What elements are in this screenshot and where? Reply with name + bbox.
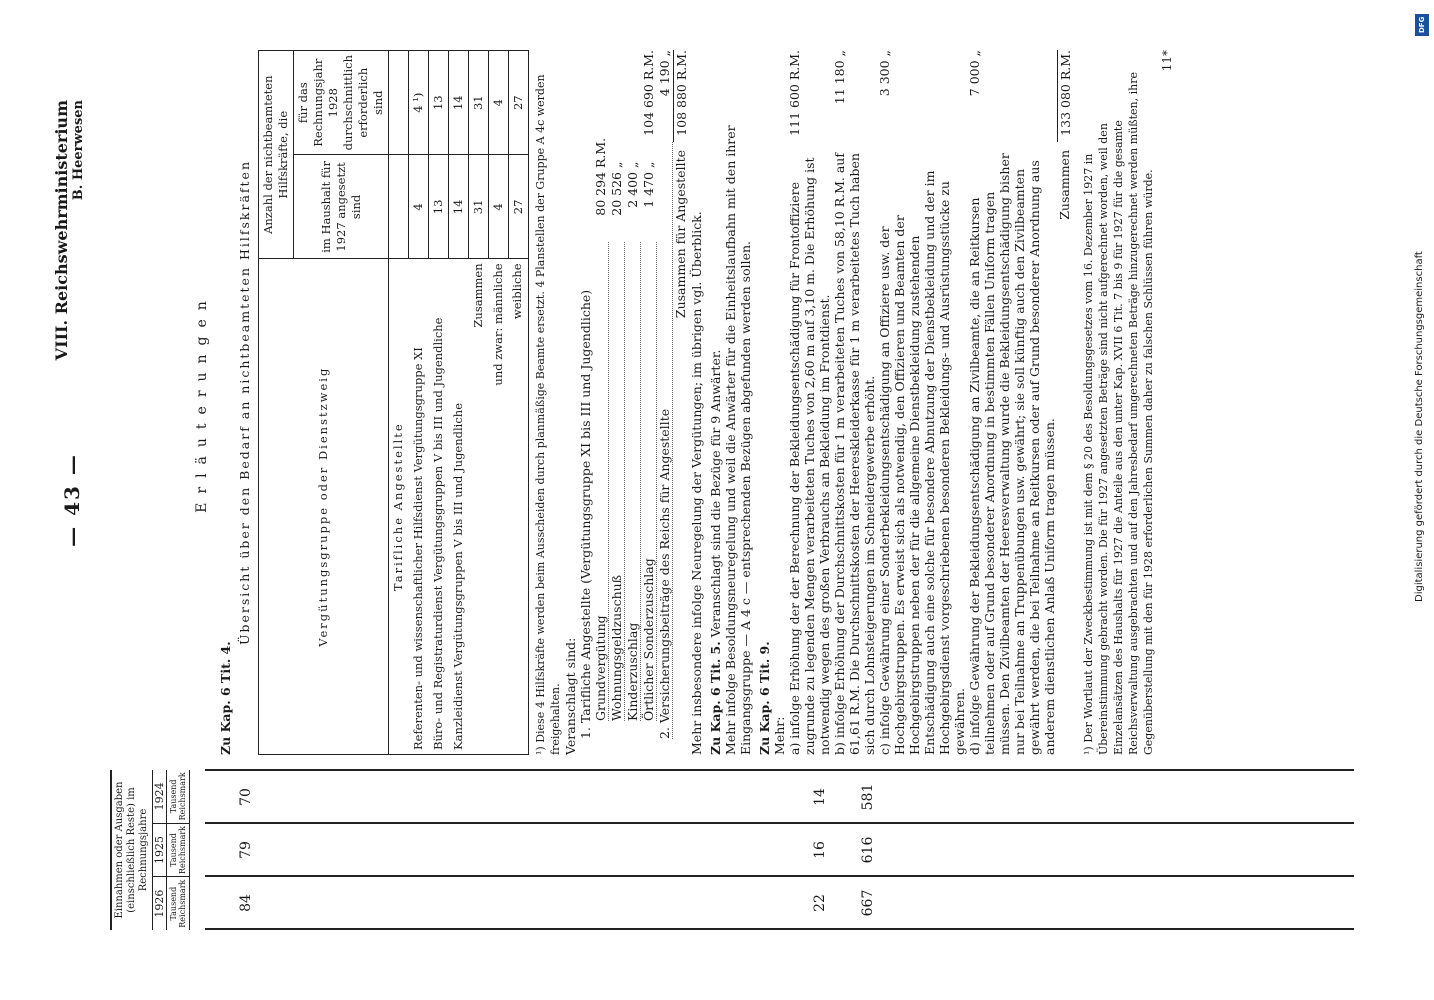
- money-units-row: [166, 770, 189, 930]
- table-row: [488, 51, 508, 755]
- section-kap6-tit4: [218, 50, 704, 755]
- unit-1925: Tausend Reichsmark: [167, 823, 189, 877]
- row-label: Referenten- und wissenschaftlicher Hilfsdienst Vergütungsgruppe XI: [408, 259, 428, 755]
- cell-1928: 13: [428, 51, 448, 155]
- section-text: Veranschlagt sind die Bezüge für 9 Anwärter.: [707, 349, 723, 638]
- table-footnote: ¹) Diese 4 Hilfskräfte werden beim Ausscheiden durch planmäßige Beamte ersetzt. 4 Planstellen der Gruppe A 4c werden freigehalten.: [533, 74, 562, 755]
- page-header-right: [52, 100, 86, 360]
- table-section-label: Tarifliche Angestellte: [389, 259, 409, 755]
- sum-value: 133 080 R.M.: [1057, 50, 1073, 142]
- mehr-item: d) infolge Gewährung der Bekleidungsentschädigung an Zivilbeamte, die an Reitkursen teilnehmen oder auf Grund besonderer Anordnung in bestimmten Fällen Uniform tragen müssen. Den Zivilbeamten der Heeresverwaltung wurde die Bekleidungsentschädigung bisher nur bei Teilnahme an Truppenübungen usw. gewährt; sie soll künftig auch den Zivilbeamten gewährt werden, die bei Teilnahme an Reitkursen oder auf Grund besonderer Anordnung aus anderem dienstlichen Anlaß Uniform tragen müssen. 7 000 „: [966, 50, 1057, 755]
- item-2-value: 4 190 „: [656, 50, 672, 97]
- division-title: B. Heerwesen: [71, 100, 86, 201]
- year-1925: 1925: [153, 823, 166, 877]
- item-1-label: 1. Tarifliche Angestellte (Vergütungsgruppe XI bis III und Jugendliche): [577, 289, 593, 739]
- money-table-header: [110, 770, 190, 930]
- sum-value: 108 880 R.M.: [673, 50, 689, 142]
- money-value: 84: [238, 894, 254, 912]
- cell-1928: 4: [488, 51, 508, 155]
- table-total-row: [468, 51, 488, 755]
- section-label: Zu Kap. 6 Tit. 9.: [756, 641, 772, 755]
- year-1926: 1926: [153, 876, 166, 930]
- cell-1928: 4 ¹): [408, 51, 428, 155]
- explanations-heading: Erläuterungen: [194, 292, 210, 513]
- col-head-group: Vergütungsgruppe oder Dienstzweig: [259, 259, 389, 755]
- cell-1927: 27: [508, 155, 528, 259]
- mehr-text: Mehr insbesondere infolge Neuregelung der Vergütungen; im übrigen vgl. Überblick.: [688, 211, 704, 755]
- money-table-title: Einnahmen oder Ausgaben (einschließlich Reste) im Rechnungsjahre: [112, 770, 153, 930]
- overview-title: Übersicht über den Bedarf an nichtbeamteten Hilfskräften: [237, 160, 252, 646]
- sum-line: Zusammen 133 080 R.M.: [1056, 50, 1073, 220]
- money-value: 16: [812, 841, 828, 859]
- cost-line: Grundvergütung 80 294 R.M.: [592, 137, 608, 721]
- table-row: [408, 51, 428, 755]
- veranschlagt-label: Veranschlagt sind:: [562, 637, 578, 755]
- mehr-label: Mehr:: [771, 716, 787, 755]
- table-row: [448, 51, 468, 755]
- money-years-row: [153, 770, 166, 930]
- cost-line: Örtlicher Sonderzuschlag 1 470 „ 104 690 R.M.: [640, 50, 656, 721]
- column-rule: [205, 929, 1354, 931]
- explanations-column: [195, 50, 1175, 755]
- cell-1927: 13: [428, 155, 448, 259]
- col-head-1928: für das Rechnungsjahr 1928 durchschnittlich erforderlich sind: [294, 51, 389, 155]
- cell-1927: 31: [468, 155, 488, 259]
- section-kap6-tit5: [708, 50, 753, 755]
- mehr-item: a) infolge Erhöhung der der Berechnung der Bekleidungsentschädigung für Frontoffiziere zugrunde zu legenden Mengen verarbeiteten Tuches von 2,60 m auf 3,10 m. Die Erhöhung ist notwendig wegen des großen Verbrauchs an Bekleidung im Frontdienst. 111 600 R.M.: [786, 50, 832, 755]
- dfg-sidebar: [1412, 10, 1432, 990]
- money-value: 667: [860, 889, 876, 917]
- ministry-title: VIII. Reichswehrministerium: [52, 100, 71, 361]
- money-value: 79: [238, 841, 254, 859]
- cost-line: Wohnungsgeldzuschuß 20 526 „: [608, 161, 624, 721]
- money-value: 14: [812, 788, 828, 806]
- money-value: 616: [860, 836, 876, 864]
- mehr-item: c) infolge Gewährung einer Sonderbekleidungsentschädigung an Offiziere usw. der Hochgebirgstruppen. Es erweist sich als notwendig, den Offizieren und Beamten der Hochgebirgstruppen neben der für die allgemeine Dienstbekleidung zustehenden Entschädigung auch eine solche für besondere Abnutzung der Dienstbekleidung und der im Hochgebirgsdienst vorgeschriebenen besonderen Bekleidungs- und Ausrüstungsstücke zu gewähren. 3 300 „: [876, 50, 967, 755]
- page-footnote: ¹) Der Wortlaut der Zweckbestimmung ist mit dem § 20 des Besoldungsgesetzes vom 16. Dezember 1927 in Übereinstimmung gebracht worden. Die für 1927 angesetzten Beträge sind nicht aufgerechnet worden, weil den Einzelansätzen des Haushalts für 1927 die Anteile aus den unter Kap. XVII 6 Tit. 7 bis 9 für 1927 für die gesamte Reichsverwaltung ausgebrachten und auf den Jahresbedarf umgerechneten Beträge hinzugerechnet werden müßten, ihre Gegenüberstellung mit den für 1928 erforderlichen Summen daher zu falschen Schlüssen führen würde.: [1081, 71, 1155, 755]
- cell-1927: 4: [408, 155, 428, 259]
- cell-1927: 14: [448, 155, 468, 259]
- col-head-1927: im Haushalt für 1927 angesetzt sind: [294, 155, 389, 259]
- page-number: — 43 —: [60, 453, 84, 547]
- row-label: und zwar: männliche: [488, 259, 508, 755]
- signature-mark: 11*: [1159, 50, 1174, 72]
- column-rule: [205, 876, 1354, 878]
- table-row: [508, 51, 528, 755]
- year-1924: 1924: [153, 782, 166, 811]
- cell-1928: 27: [508, 51, 528, 155]
- section-kap6-tit9: [757, 50, 1073, 755]
- money-value: 70: [238, 788, 254, 806]
- money-value: 22: [812, 894, 828, 912]
- unit-1924: Tausend Reichsmark: [169, 772, 187, 821]
- section-label: Zu Kap. 6 Tit. 5.: [707, 641, 723, 755]
- money-value: 581: [860, 783, 876, 811]
- dfg-logo-badge: DFG: [1415, 14, 1429, 36]
- unit-1926: Tausend Reichsmark: [167, 876, 189, 930]
- column-rule: [205, 770, 1354, 772]
- dfg-note: Digitalisierung gefördert durch die Deutsche Forschungsgemeinschaft: [1414, 251, 1425, 602]
- cost-line: 2. Versicherungsbeiträge des Reichs für Angestellte 4 190 „: [656, 50, 672, 739]
- column-rule: [205, 823, 1354, 825]
- row-label: Zusammen: [468, 259, 488, 755]
- row-label: weibliche: [508, 259, 528, 755]
- cell-1928: 14: [448, 51, 468, 155]
- staff-table: [258, 50, 529, 755]
- subtotal-value: 104 690 R.M.: [640, 50, 656, 136]
- cell-1928: 31: [468, 51, 488, 155]
- mehr-item: b) infolge Erhöhung der Durchschnittskosten für 1 m verarbeiteten Tuches von 58,10 R.M. auf 61,61 R.M. Die Durchschnittskosten der Heereskleiderkasse für 1 m verarbeitetes Tuch haben sich durch Lohnsteigerungen im Schneidergewerbe erhöht. 11 180 „: [831, 50, 877, 755]
- table-row: [428, 51, 448, 755]
- section-text: Mehr infolge Besoldungsneuregelung und weil die Anwärter für die Einheitslaufbahn mit den ihrer Eingangsgruppe — A 4 c — entsprechenden Bezügen abgefunden werden sollen.: [722, 125, 753, 755]
- cell-1927: 4: [488, 155, 508, 259]
- cost-line: Kinderzuschlag 2 400 „: [624, 161, 640, 721]
- col-head-count: Anzahl der nichtbeamteten Hilfskräfte, die: [259, 51, 294, 259]
- row-label: Kanzleidienst Vergütungsgruppen V bis III und Jugendliche: [448, 259, 468, 755]
- sum-line: Zusammen für Angestellte 108 880 R.M.: [672, 50, 689, 319]
- row-label: Büro- und Registraturdienst Vergütungsgruppen V bis III und Jugendliche: [428, 259, 448, 755]
- section-label: Zu Kap. 6 Tit. 4.: [218, 641, 233, 755]
